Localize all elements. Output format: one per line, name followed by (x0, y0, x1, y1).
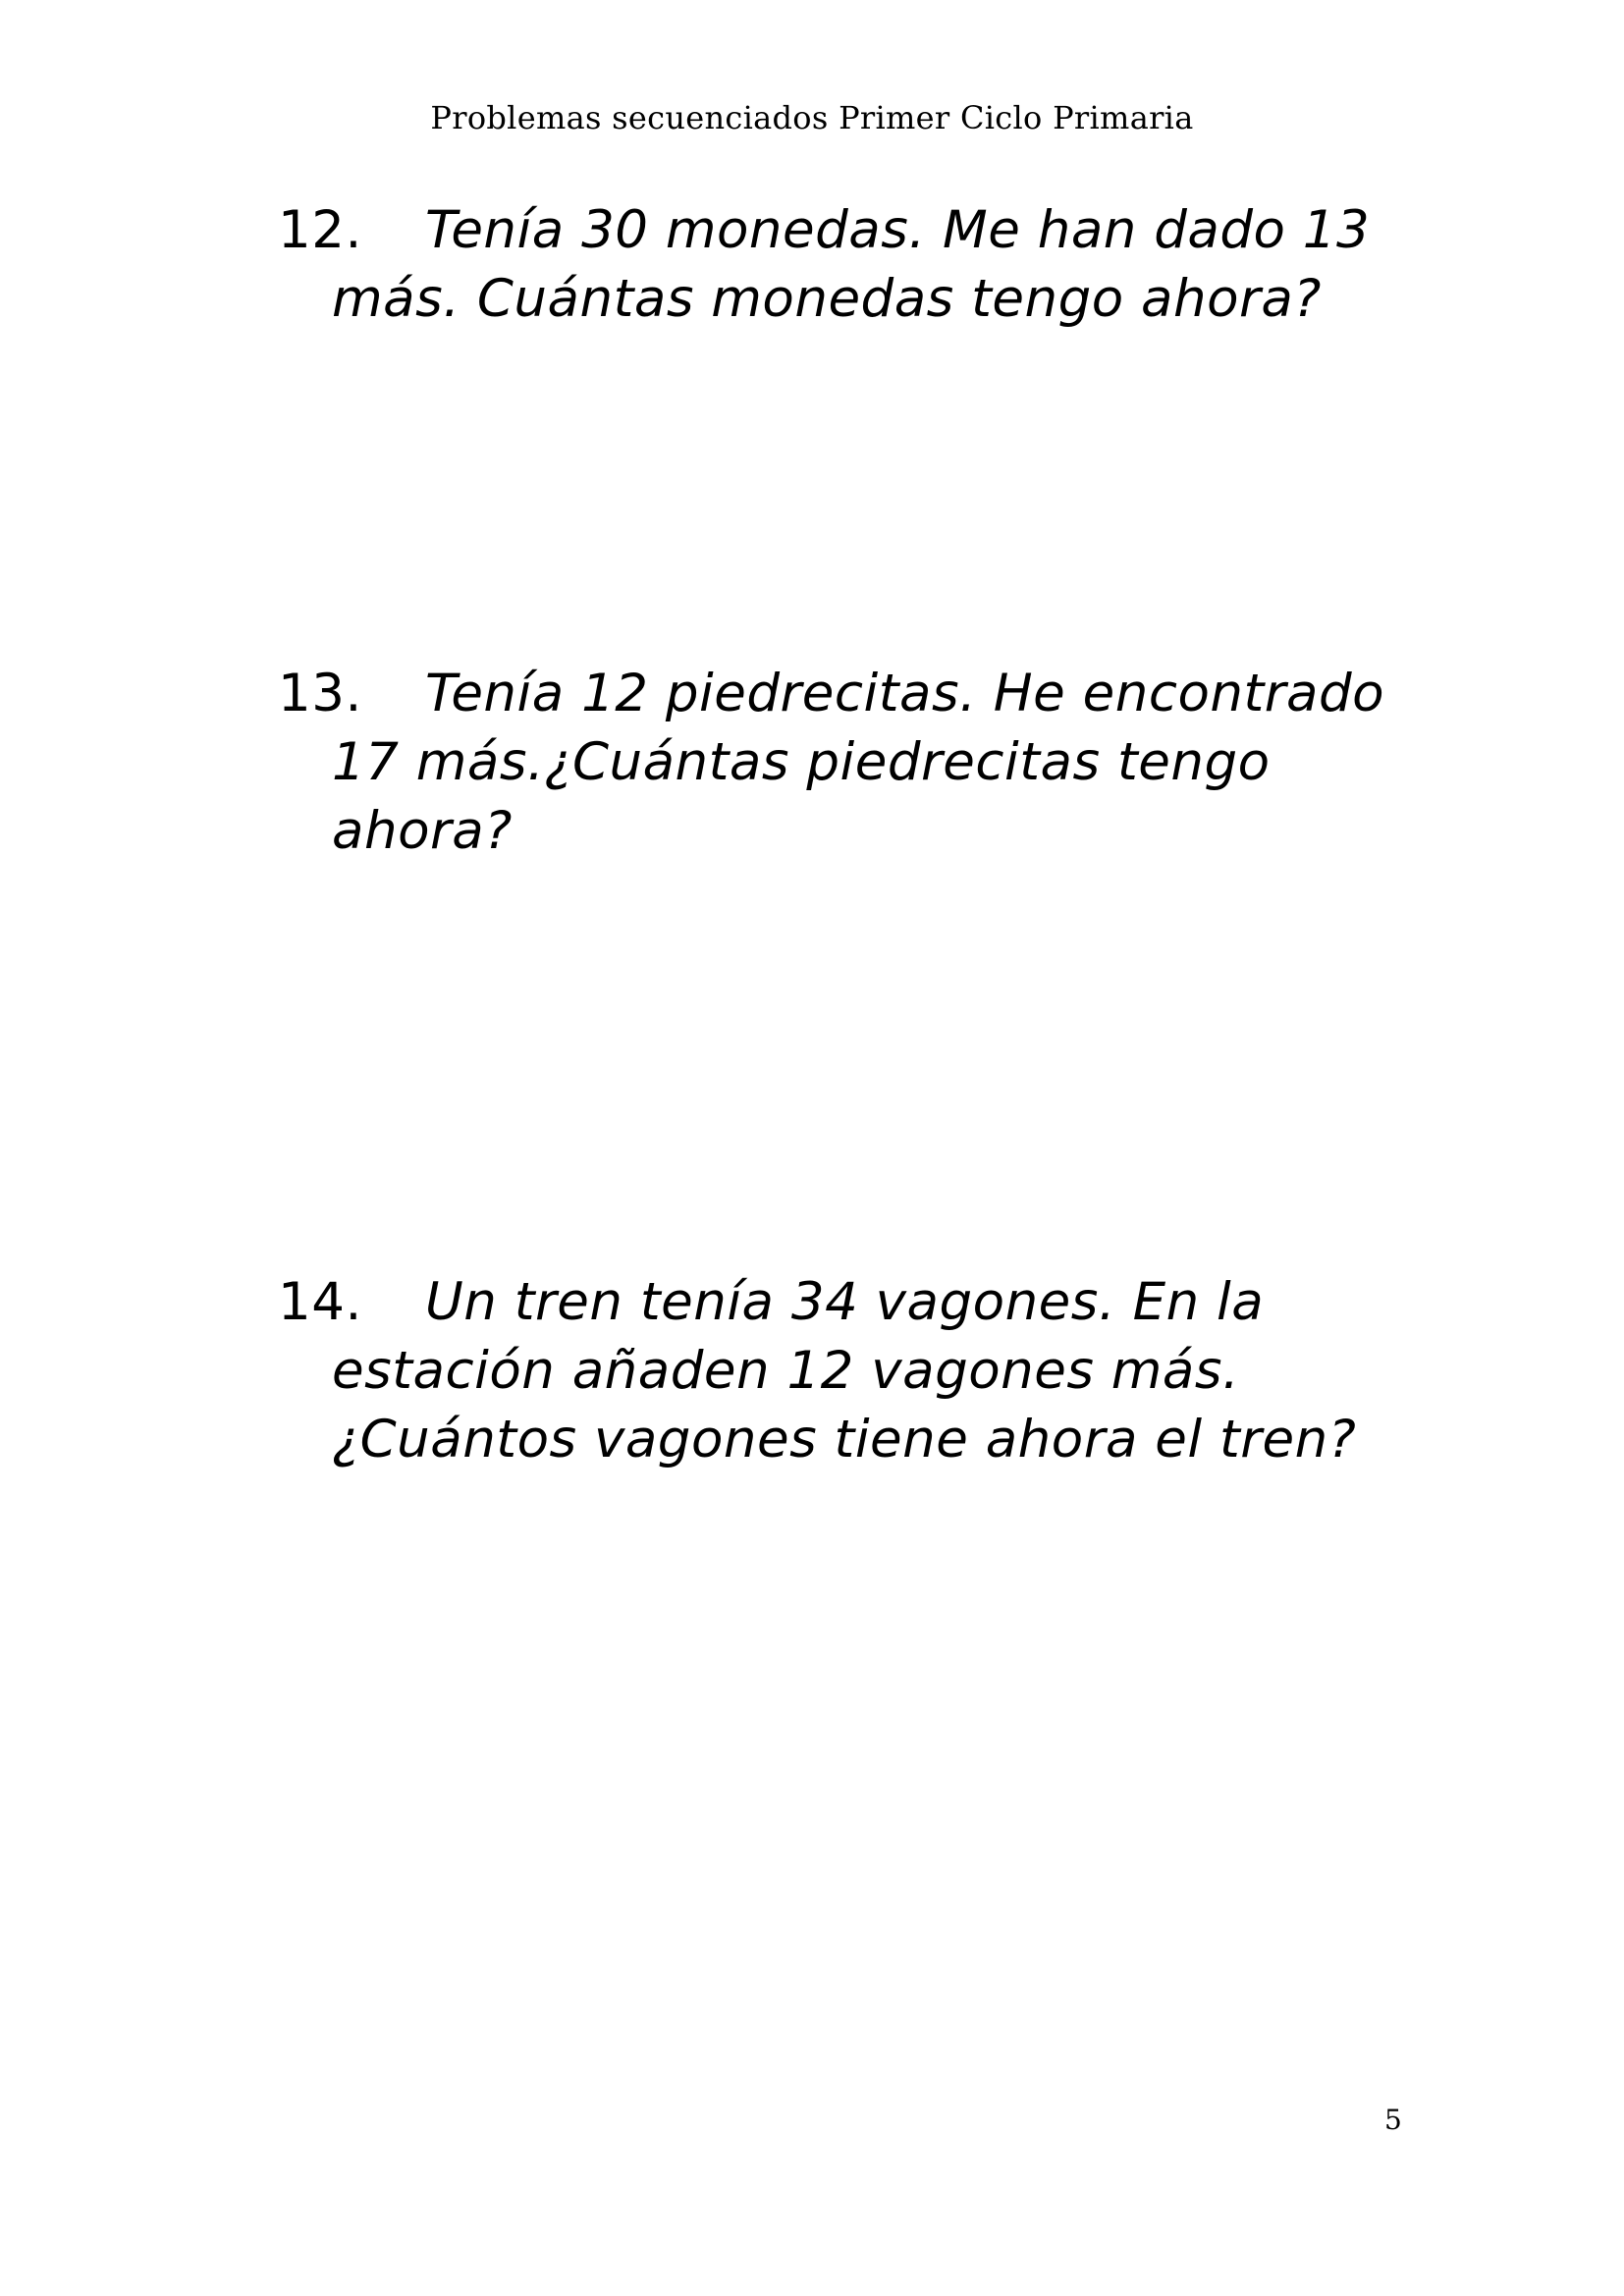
page-header: Problemas secuenciados Primer Ciclo Primaria (430, 99, 1194, 136)
problem-text-line: estación añaden 12 vagones más. (332, 1341, 1240, 1401)
problem-text-line: Tenía 30 monedas. Me han dado 13 (425, 200, 1371, 260)
problem-14 (278, 1268, 1378, 1474)
problem-text-line: ¿Cuántos vagones tiene ahora el tren? (332, 1410, 1357, 1469)
problem-12 (278, 196, 1378, 334)
problem-text-line: más. Cuántas monedas tengo ahora? (332, 269, 1322, 329)
problem-number: 14. (278, 1272, 362, 1332)
problem-number: 12. (278, 200, 362, 260)
problem-text-line: Un tren tenía 34 vagones. En la (425, 1272, 1265, 1332)
problem-number: 13. (278, 664, 362, 723)
problem-text-line: 17 más.¿Cuántas piedrecitas tengo (332, 732, 1271, 792)
page-number: 5 (1384, 2104, 1402, 2136)
problem-13 (278, 660, 1385, 866)
problem-text-line: ahora? (332, 801, 513, 861)
problem-text-line: Tenía 12 piedrecitas. He encontrado (425, 664, 1385, 723)
